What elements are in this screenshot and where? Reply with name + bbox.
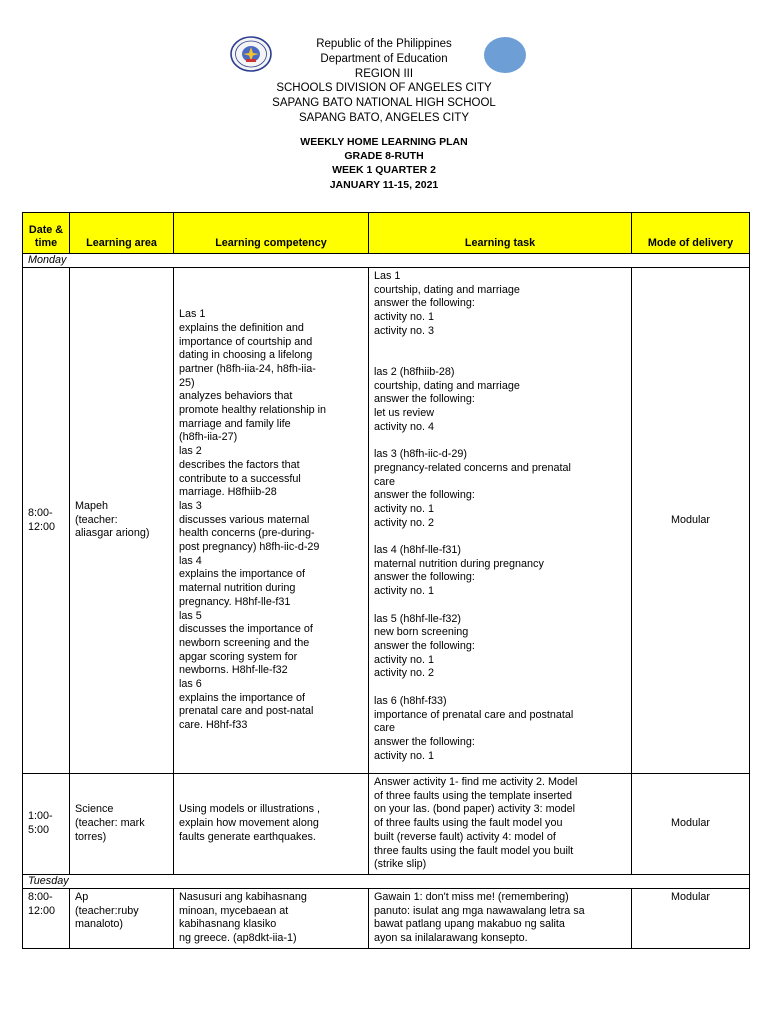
header-learning-area: Learning area xyxy=(70,213,174,254)
day-row-tuesday xyxy=(23,874,750,888)
plan-dates: JANUARY 11-15, 2021 xyxy=(329,178,439,191)
cell-area: Ap (teacher:ruby manaloto) xyxy=(70,888,174,948)
cell-task: Las 1 courtship, dating and marriage answer the following: activity no. 1 activity no. 3 las 2 (h8fhiib-28) courtship, dating and marriage answer the following: let us review activity no. 4 las 3 (h8fh-iic-d-29) pregnancy-related concerns and prenatal care answer the following: activity no. 1 activity no. 2 las 4 (h8hf-lle-f31) maternal nutrition during pregnancy answer the following: activity no. 1 las 5 (h8hf-lle-f32) new born screening answer the following: activity no. 1 activity no. 2 las 6 (h8hf-f33) importance of prenatal care and postnatal care answer the following: activity no. 1 xyxy=(369,268,632,774)
cell-mode: Modular xyxy=(632,888,750,948)
table-header-row xyxy=(23,213,750,254)
header-line-division: SCHOOLS DIVISION OF ANGELES CITY xyxy=(276,82,492,95)
table-row xyxy=(23,268,750,774)
header-line-republic: Republic of the Philippines xyxy=(316,38,452,50)
plan-week: WEEK 1 QUARTER 2 xyxy=(332,164,436,177)
plan-title-block xyxy=(0,135,768,192)
day-row-monday xyxy=(23,254,750,268)
cell-time: 8:00- 12:00 xyxy=(23,268,70,774)
cell-task: Gawain 1: don't miss me! (remembering) panuto: isulat ang mga nawawalang letra sa bawat patlang upang makabuo ng salita ayon sa inilalarawang konsepto. xyxy=(369,888,632,948)
cell-mode: Modular xyxy=(632,268,750,774)
header-learning-competency: Learning competency xyxy=(174,213,369,254)
header-mode-of-delivery: Mode of delivery xyxy=(632,213,750,254)
cell-competency: Las 1 explains the definition and importance of courtship and dating in choosing a lifelong partner (h8fh-iia-24, h8fh-iia- 25) analyzes behaviors that promote healthy relationship in marriage and family life (h8fh-iia-27) las 2 describes the factors that contribute to a successful marriage. H8fhiib-28 las 3 discusses various maternal health concerns (pre-during- post pregnancy) h8fh-iic-d-29 las 4 explains the importance of maternal nutrition during pregnancy. H8hf-lle-f31 las 5 discusses the importance of newborn screening and the apgar scoring system for newborns. H8hf-lle-f32 las 6 explains the importance of prenatal care and post-natal care. H8hf-f33 xyxy=(174,268,369,774)
cell-competency: Nasusuri ang kabihasnang minoan, mycebaean at kabihasnang klasiko ng greece. (ap8dkt-iia-1) xyxy=(174,888,369,948)
header-line-department: Department of Education xyxy=(320,52,448,65)
table-row xyxy=(23,888,750,948)
cell-area: Science (teacher: mark torres) xyxy=(70,774,174,875)
cell-mode: Modular xyxy=(632,774,750,875)
letterhead xyxy=(0,37,768,126)
learning-plan-table xyxy=(22,212,750,949)
plan-grade: GRADE 8-RUTH xyxy=(344,150,424,163)
header-line-school: SAPANG BATO NATIONAL HIGH SCHOOL xyxy=(272,97,496,110)
plan-title: WEEKLY HOME LEARNING PLAN xyxy=(300,136,468,148)
cell-area: Mapeh (teacher: aliasgar ariong) xyxy=(70,268,174,774)
cell-time: 8:00- 12:00 xyxy=(23,888,70,948)
cell-competency: Using models or illustrations , explain how movement along faults generate earthquakes. xyxy=(174,774,369,875)
header-line-region: REGION III xyxy=(354,67,414,80)
day-label-tuesday: Tuesday xyxy=(23,874,750,888)
header-date-time: Date & time xyxy=(23,213,70,254)
cell-time: 1:00- 5:00 xyxy=(23,774,70,875)
header-learning-task: Learning task xyxy=(369,213,632,254)
header-line-address: SAPANG BATO, ANGELES CITY xyxy=(299,111,469,124)
table-row xyxy=(23,774,750,875)
cell-task: Answer activity 1- find me activity 2. Model of three faults using the template inserted on your las. (bond paper) activity 3: model of three faults using the fault model you built (reverse fault) activity 4: model of three faults using the fault model you built (strike slip) xyxy=(369,774,632,875)
day-label-monday: Monday xyxy=(23,254,750,268)
